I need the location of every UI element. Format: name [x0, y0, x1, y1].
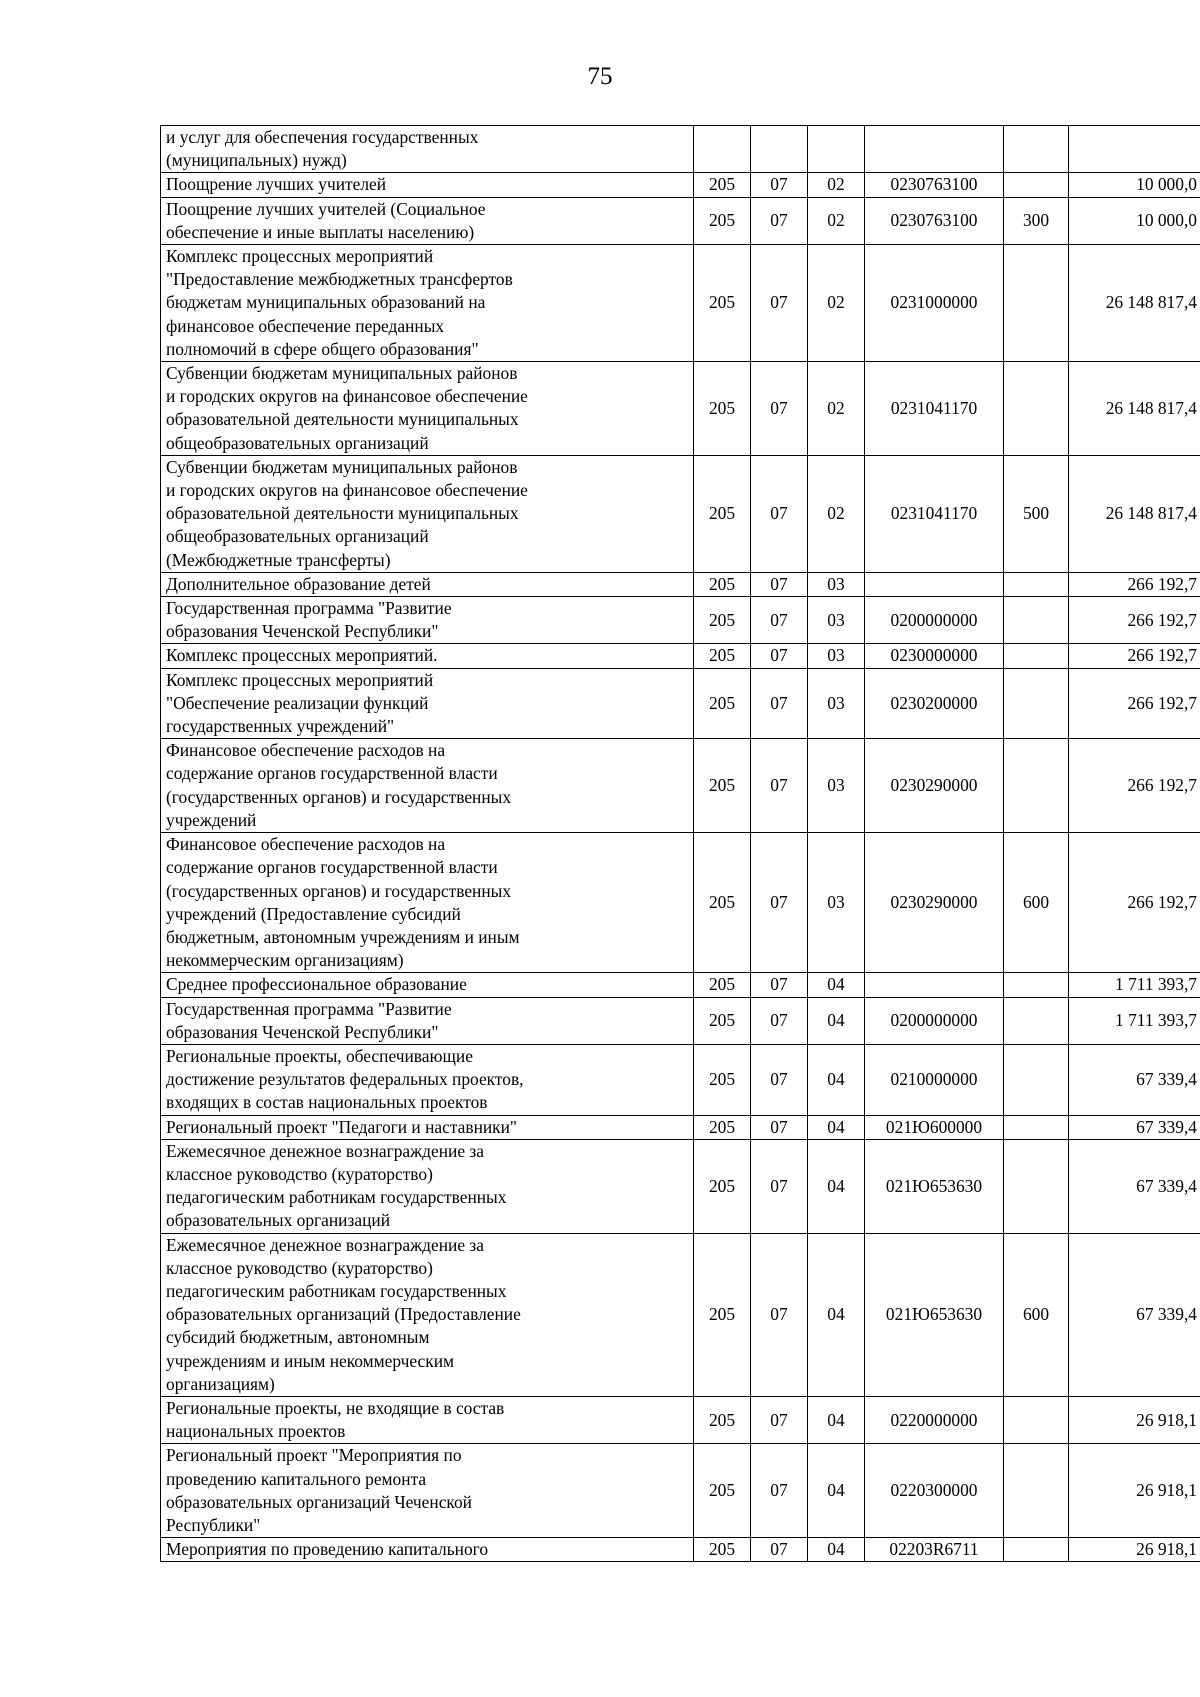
- row-name-line: (муниципальных) нужд): [166, 150, 347, 171]
- row-name-cell: [161, 245, 694, 362]
- table-row: [161, 739, 1200, 833]
- grbs-cell: 205: [694, 572, 751, 596]
- subsection-cell: 02: [808, 197, 865, 244]
- section-cell: 07: [751, 173, 808, 197]
- row-name-line: Ежемесячное денежное вознаграждение за: [166, 1140, 484, 1161]
- expense-type-cell: [1004, 1044, 1069, 1115]
- amount-cell: 26 148 817,4: [1069, 362, 1200, 456]
- grbs-cell: 205: [694, 668, 751, 739]
- row-name-line: Комплекс процессных мероприятий: [166, 246, 434, 267]
- grbs-cell: 205: [694, 245, 751, 362]
- target-article-cell: 0230200000: [865, 668, 1004, 739]
- amount-cell: 266 192,7: [1069, 739, 1200, 833]
- expense-type-cell: [1004, 1115, 1069, 1139]
- row-name-line: "Обеспечение реализации функций: [166, 692, 429, 713]
- amount-cell: 266 192,7: [1069, 572, 1200, 596]
- row-name-line: образовательных организаций: [166, 1210, 390, 1231]
- row-name-cell: [161, 1444, 694, 1538]
- section-cell: 07: [751, 1444, 808, 1538]
- row-name-line: Комплекс процессных мероприятий: [166, 669, 434, 690]
- section-cell: 07: [751, 644, 808, 668]
- grbs-cell: 205: [694, 1233, 751, 1396]
- section-cell: 07: [751, 668, 808, 739]
- section-cell: 07: [751, 1044, 808, 1115]
- amount-cell: 67 339,4: [1069, 1233, 1200, 1396]
- row-name-cell: [161, 739, 694, 833]
- row-name-line: Дополнительное образование детей: [166, 573, 431, 594]
- subsection-cell: 03: [808, 668, 865, 739]
- row-name-line: содержание органов государственной власти: [166, 763, 498, 784]
- table-body: [161, 126, 1200, 1562]
- row-name-line: обеспечение и иные выплаты населению): [166, 221, 475, 242]
- expense-type-cell: [1004, 1538, 1069, 1562]
- row-name-cell: [161, 126, 694, 173]
- row-name-line: государственных учреждений": [166, 716, 395, 737]
- expense-type-cell: [1004, 973, 1069, 997]
- section-cell: 07: [751, 1538, 808, 1562]
- row-name-line: содержание органов государственной власти: [166, 857, 498, 878]
- target-article-cell: 0230000000: [865, 644, 1004, 668]
- target-article-cell: 021Ю653630: [865, 1233, 1004, 1396]
- row-name-line: Поощрение лучших учителей: [166, 174, 387, 195]
- subsection-cell: 02: [808, 455, 865, 572]
- row-name-line: Государственная программа "Развитие: [166, 598, 452, 619]
- amount-cell: 26 148 817,4: [1069, 455, 1200, 572]
- amount-cell: 266 192,7: [1069, 668, 1200, 739]
- row-name-line: (государственных органов) и государственных: [166, 786, 512, 807]
- table-row: [161, 455, 1200, 572]
- target-article-cell: 0220300000: [865, 1444, 1004, 1538]
- page-number: 75: [587, 63, 613, 90]
- subsection-cell: 02: [808, 362, 865, 456]
- table-row: [161, 644, 1200, 668]
- section-cell: 07: [751, 1396, 808, 1443]
- expense-type-cell: [1004, 997, 1069, 1044]
- expense-type-cell: [1004, 1396, 1069, 1443]
- row-name-cell: [161, 1538, 694, 1562]
- row-name-line: и услуг для обеспечения государственных: [166, 127, 479, 147]
- row-name-line: и городских округов на финансовое обеспечение: [166, 480, 528, 501]
- grbs-cell: 205: [694, 833, 751, 973]
- grbs-cell: [694, 126, 751, 173]
- subsection-cell: 02: [808, 173, 865, 197]
- subsection-cell: 04: [808, 1233, 865, 1396]
- table-row: [161, 597, 1200, 644]
- expense-type-cell: 600: [1004, 833, 1069, 973]
- row-name-line: педагогическим работникам государственных: [166, 1187, 507, 1208]
- table-row: [161, 668, 1200, 739]
- grbs-cell: 205: [694, 644, 751, 668]
- row-name-cell: [161, 197, 694, 244]
- expense-type-cell: 300: [1004, 197, 1069, 244]
- subsection-cell: 03: [808, 833, 865, 973]
- row-name-cell: [161, 1115, 694, 1139]
- table-row: [161, 1538, 1200, 1562]
- table-row: [161, 362, 1200, 456]
- row-name-line: (Межбюджетные трансферты): [166, 549, 391, 570]
- section-cell: 07: [751, 362, 808, 456]
- expense-type-cell: [1004, 668, 1069, 739]
- row-name-line: Региональные проекты, обеспечивающие: [166, 1045, 473, 1066]
- grbs-cell: 205: [694, 997, 751, 1044]
- table-row: [161, 245, 1200, 362]
- amount-cell: 1 711 393,7: [1069, 973, 1200, 997]
- subsection-cell: 02: [808, 245, 865, 362]
- expense-type-cell: 600: [1004, 1233, 1069, 1396]
- amount-cell: 26 148 817,4: [1069, 245, 1200, 362]
- amount-cell: 26 918,1: [1069, 1444, 1200, 1538]
- row-name-cell: [161, 1233, 694, 1396]
- row-name-cell: [161, 1396, 694, 1443]
- row-name-line: некоммерческим организациям): [166, 950, 404, 971]
- section-cell: 07: [751, 1139, 808, 1233]
- section-cell: 07: [751, 197, 808, 244]
- table-row: [161, 997, 1200, 1044]
- target-article-cell: 0231000000: [865, 245, 1004, 362]
- row-name-line: субсидий бюджетным, автономным: [166, 1327, 430, 1348]
- subsection-cell: 03: [808, 739, 865, 833]
- table-row: [161, 1233, 1200, 1396]
- row-name-cell: [161, 362, 694, 456]
- row-name-line: образовательной деятельности муниципальных: [166, 409, 519, 430]
- section-cell: 07: [751, 245, 808, 362]
- row-name-cell: [161, 997, 694, 1044]
- table-row: [161, 126, 1200, 173]
- subsection-cell: 04: [808, 1444, 865, 1538]
- grbs-cell: 205: [694, 1538, 751, 1562]
- section-cell: [751, 126, 808, 173]
- row-name-cell: [161, 1044, 694, 1115]
- row-name-line: Государственная программа "Развитие: [166, 998, 452, 1019]
- row-name-line: классное руководство (кураторство): [166, 1163, 433, 1184]
- expense-type-cell: [1004, 362, 1069, 456]
- row-name-line: Финансовое обеспечение расходов на: [166, 740, 446, 761]
- subsection-cell: [808, 126, 865, 173]
- grbs-cell: 205: [694, 1139, 751, 1233]
- expense-type-cell: [1004, 644, 1069, 668]
- amount-cell: 266 192,7: [1069, 644, 1200, 668]
- section-cell: 07: [751, 833, 808, 973]
- row-name-line: Мероприятия по проведению капитального: [166, 1539, 489, 1560]
- row-name-line: Субвенции бюджетам муниципальных районов: [166, 363, 518, 384]
- row-name-line: учреждениям и иным некоммерческим: [166, 1350, 455, 1371]
- grbs-cell: 205: [694, 362, 751, 456]
- row-name-line: (государственных органов) и государственных: [166, 880, 512, 901]
- row-name-line: организациям): [166, 1373, 275, 1394]
- target-article-cell: 021Ю653630: [865, 1139, 1004, 1233]
- expense-type-cell: [1004, 245, 1069, 362]
- target-article-cell: [865, 973, 1004, 997]
- row-name-line: бюджетным, автономным учреждениям и иным: [166, 926, 520, 947]
- section-cell: 07: [751, 1115, 808, 1139]
- row-name-line: Региональный проект "Педагоги и наставники": [166, 1116, 518, 1137]
- amount-cell: 266 192,7: [1069, 833, 1200, 973]
- row-name-line: Комплекс процессных мероприятий.: [166, 645, 438, 666]
- row-name-line: образовательных организаций (Предоставление: [166, 1304, 521, 1325]
- grbs-cell: 205: [694, 1396, 751, 1443]
- target-article-cell: 02203R6711: [865, 1538, 1004, 1562]
- target-article-cell: [865, 572, 1004, 596]
- row-name-line: Региональный проект "Мероприятия по: [166, 1445, 462, 1466]
- grbs-cell: 205: [694, 1044, 751, 1115]
- row-name-cell: [161, 668, 694, 739]
- row-name-line: проведению капитального ремонта: [166, 1468, 427, 1489]
- section-cell: 07: [751, 597, 808, 644]
- table-row: [161, 1396, 1200, 1443]
- table-row: [161, 197, 1200, 244]
- row-name-line: входящих в состав национальных проектов: [166, 1092, 488, 1113]
- subsection-cell: 04: [808, 997, 865, 1044]
- target-article-cell: 0230763100: [865, 173, 1004, 197]
- table-row: [161, 973, 1200, 997]
- row-name-line: учреждений (Предоставление субсидий: [166, 903, 461, 924]
- grbs-cell: 205: [694, 597, 751, 644]
- row-name-line: классное руководство (кураторство): [166, 1257, 433, 1278]
- amount-cell: 26 918,1: [1069, 1396, 1200, 1443]
- row-name-line: общеобразовательных организаций: [166, 432, 429, 453]
- expense-type-cell: [1004, 126, 1069, 173]
- table-row: [161, 1044, 1200, 1115]
- row-name-line: Среднее профессиональное образование: [166, 974, 467, 995]
- row-name-cell: [161, 1139, 694, 1233]
- table-row: [161, 1444, 1200, 1538]
- subsection-cell: 04: [808, 1044, 865, 1115]
- row-name-cell: [161, 597, 694, 644]
- table-row: [161, 1139, 1200, 1233]
- row-name-line: бюджетам муниципальных образований на: [166, 292, 486, 313]
- target-article-cell: 0230763100: [865, 197, 1004, 244]
- subsection-cell: 03: [808, 597, 865, 644]
- grbs-cell: 205: [694, 739, 751, 833]
- amount-cell: 266 192,7: [1069, 597, 1200, 644]
- row-name-cell: [161, 572, 694, 596]
- section-cell: 07: [751, 973, 808, 997]
- grbs-cell: 205: [694, 197, 751, 244]
- expense-type-cell: [1004, 1444, 1069, 1538]
- row-name-line: педагогическим работникам государственных: [166, 1280, 507, 1301]
- amount-cell: [1069, 126, 1200, 173]
- grbs-cell: 205: [694, 973, 751, 997]
- target-article-cell: 0200000000: [865, 997, 1004, 1044]
- row-name-line: Субвенции бюджетам муниципальных районов: [166, 456, 518, 477]
- row-name-cell: [161, 833, 694, 973]
- row-name-line: и городских округов на финансовое обеспечение: [166, 386, 528, 407]
- row-name-line: Поощрение лучших учителей (Социальное: [166, 198, 486, 219]
- row-name-line: "Предоставление межбюджетных трансфертов: [166, 269, 513, 290]
- target-article-cell: 0230290000: [865, 833, 1004, 973]
- amount-cell: 67 339,4: [1069, 1044, 1200, 1115]
- target-article-cell: 0231041170: [865, 362, 1004, 456]
- row-name-line: Ежемесячное денежное вознаграждение за: [166, 1234, 484, 1255]
- row-name-line: Финансовое обеспечение расходов на: [166, 834, 446, 855]
- row-name-line: финансовое обеспечение переданных: [166, 315, 445, 336]
- row-name-line: учреждений: [166, 809, 257, 830]
- subsection-cell: 04: [808, 1538, 865, 1562]
- budget-table: [160, 125, 1200, 1562]
- target-article-cell: [865, 126, 1004, 173]
- expense-type-cell: [1004, 1139, 1069, 1233]
- subsection-cell: 04: [808, 973, 865, 997]
- expense-type-cell: [1004, 572, 1069, 596]
- row-name-cell: [161, 173, 694, 197]
- row-name-cell: [161, 644, 694, 668]
- amount-cell: 10 000,0: [1069, 173, 1200, 197]
- target-article-cell: 0220000000: [865, 1396, 1004, 1443]
- amount-cell: 1 711 393,7: [1069, 997, 1200, 1044]
- section-cell: 07: [751, 455, 808, 572]
- section-cell: 07: [751, 997, 808, 1044]
- row-name-cell: [161, 455, 694, 572]
- table-row: [161, 833, 1200, 973]
- subsection-cell: 03: [808, 572, 865, 596]
- target-article-cell: 0210000000: [865, 1044, 1004, 1115]
- row-name-line: образовательной деятельности муниципальных: [166, 503, 519, 524]
- section-cell: 07: [751, 572, 808, 596]
- table-row: [161, 173, 1200, 197]
- amount-cell: 67 339,4: [1069, 1139, 1200, 1233]
- row-name-line: Региональные проекты, не входящие в состав: [166, 1397, 505, 1418]
- row-name-cell: [161, 973, 694, 997]
- grbs-cell: 205: [694, 173, 751, 197]
- target-article-cell: 0200000000: [865, 597, 1004, 644]
- subsection-cell: 04: [808, 1396, 865, 1443]
- row-name-line: достижение результатов федеральных проектов,: [166, 1069, 524, 1090]
- amount-cell: 26 918,1: [1069, 1538, 1200, 1562]
- subsection-cell: 03: [808, 644, 865, 668]
- target-article-cell: 0230290000: [865, 739, 1004, 833]
- grbs-cell: 205: [694, 455, 751, 572]
- row-name-line: полномочий в сфере общего образования": [166, 338, 479, 359]
- row-name-line: национальных проектов: [166, 1421, 346, 1442]
- row-name-line: Республики": [166, 1514, 261, 1535]
- table-row: [161, 572, 1200, 596]
- grbs-cell: 205: [694, 1115, 751, 1139]
- row-name-line: образования Чеченской Республики": [166, 1021, 439, 1042]
- table-row: [161, 1115, 1200, 1139]
- amount-cell: 10 000,0: [1069, 197, 1200, 244]
- row-name-line: образовательных организаций Чеченской: [166, 1491, 472, 1512]
- expense-type-cell: 500: [1004, 455, 1069, 572]
- expense-type-cell: [1004, 739, 1069, 833]
- amount-cell: 67 339,4: [1069, 1115, 1200, 1139]
- expense-type-cell: [1004, 173, 1069, 197]
- subsection-cell: 04: [808, 1139, 865, 1233]
- row-name-line: общеобразовательных организаций: [166, 526, 429, 547]
- section-cell: 07: [751, 739, 808, 833]
- grbs-cell: 205: [694, 1444, 751, 1538]
- section-cell: 07: [751, 1233, 808, 1396]
- target-article-cell: 021Ю600000: [865, 1115, 1004, 1139]
- target-article-cell: 0231041170: [865, 455, 1004, 572]
- subsection-cell: 04: [808, 1115, 865, 1139]
- expense-type-cell: [1004, 597, 1069, 644]
- row-name-line: образования Чеченской Республики": [166, 621, 439, 642]
